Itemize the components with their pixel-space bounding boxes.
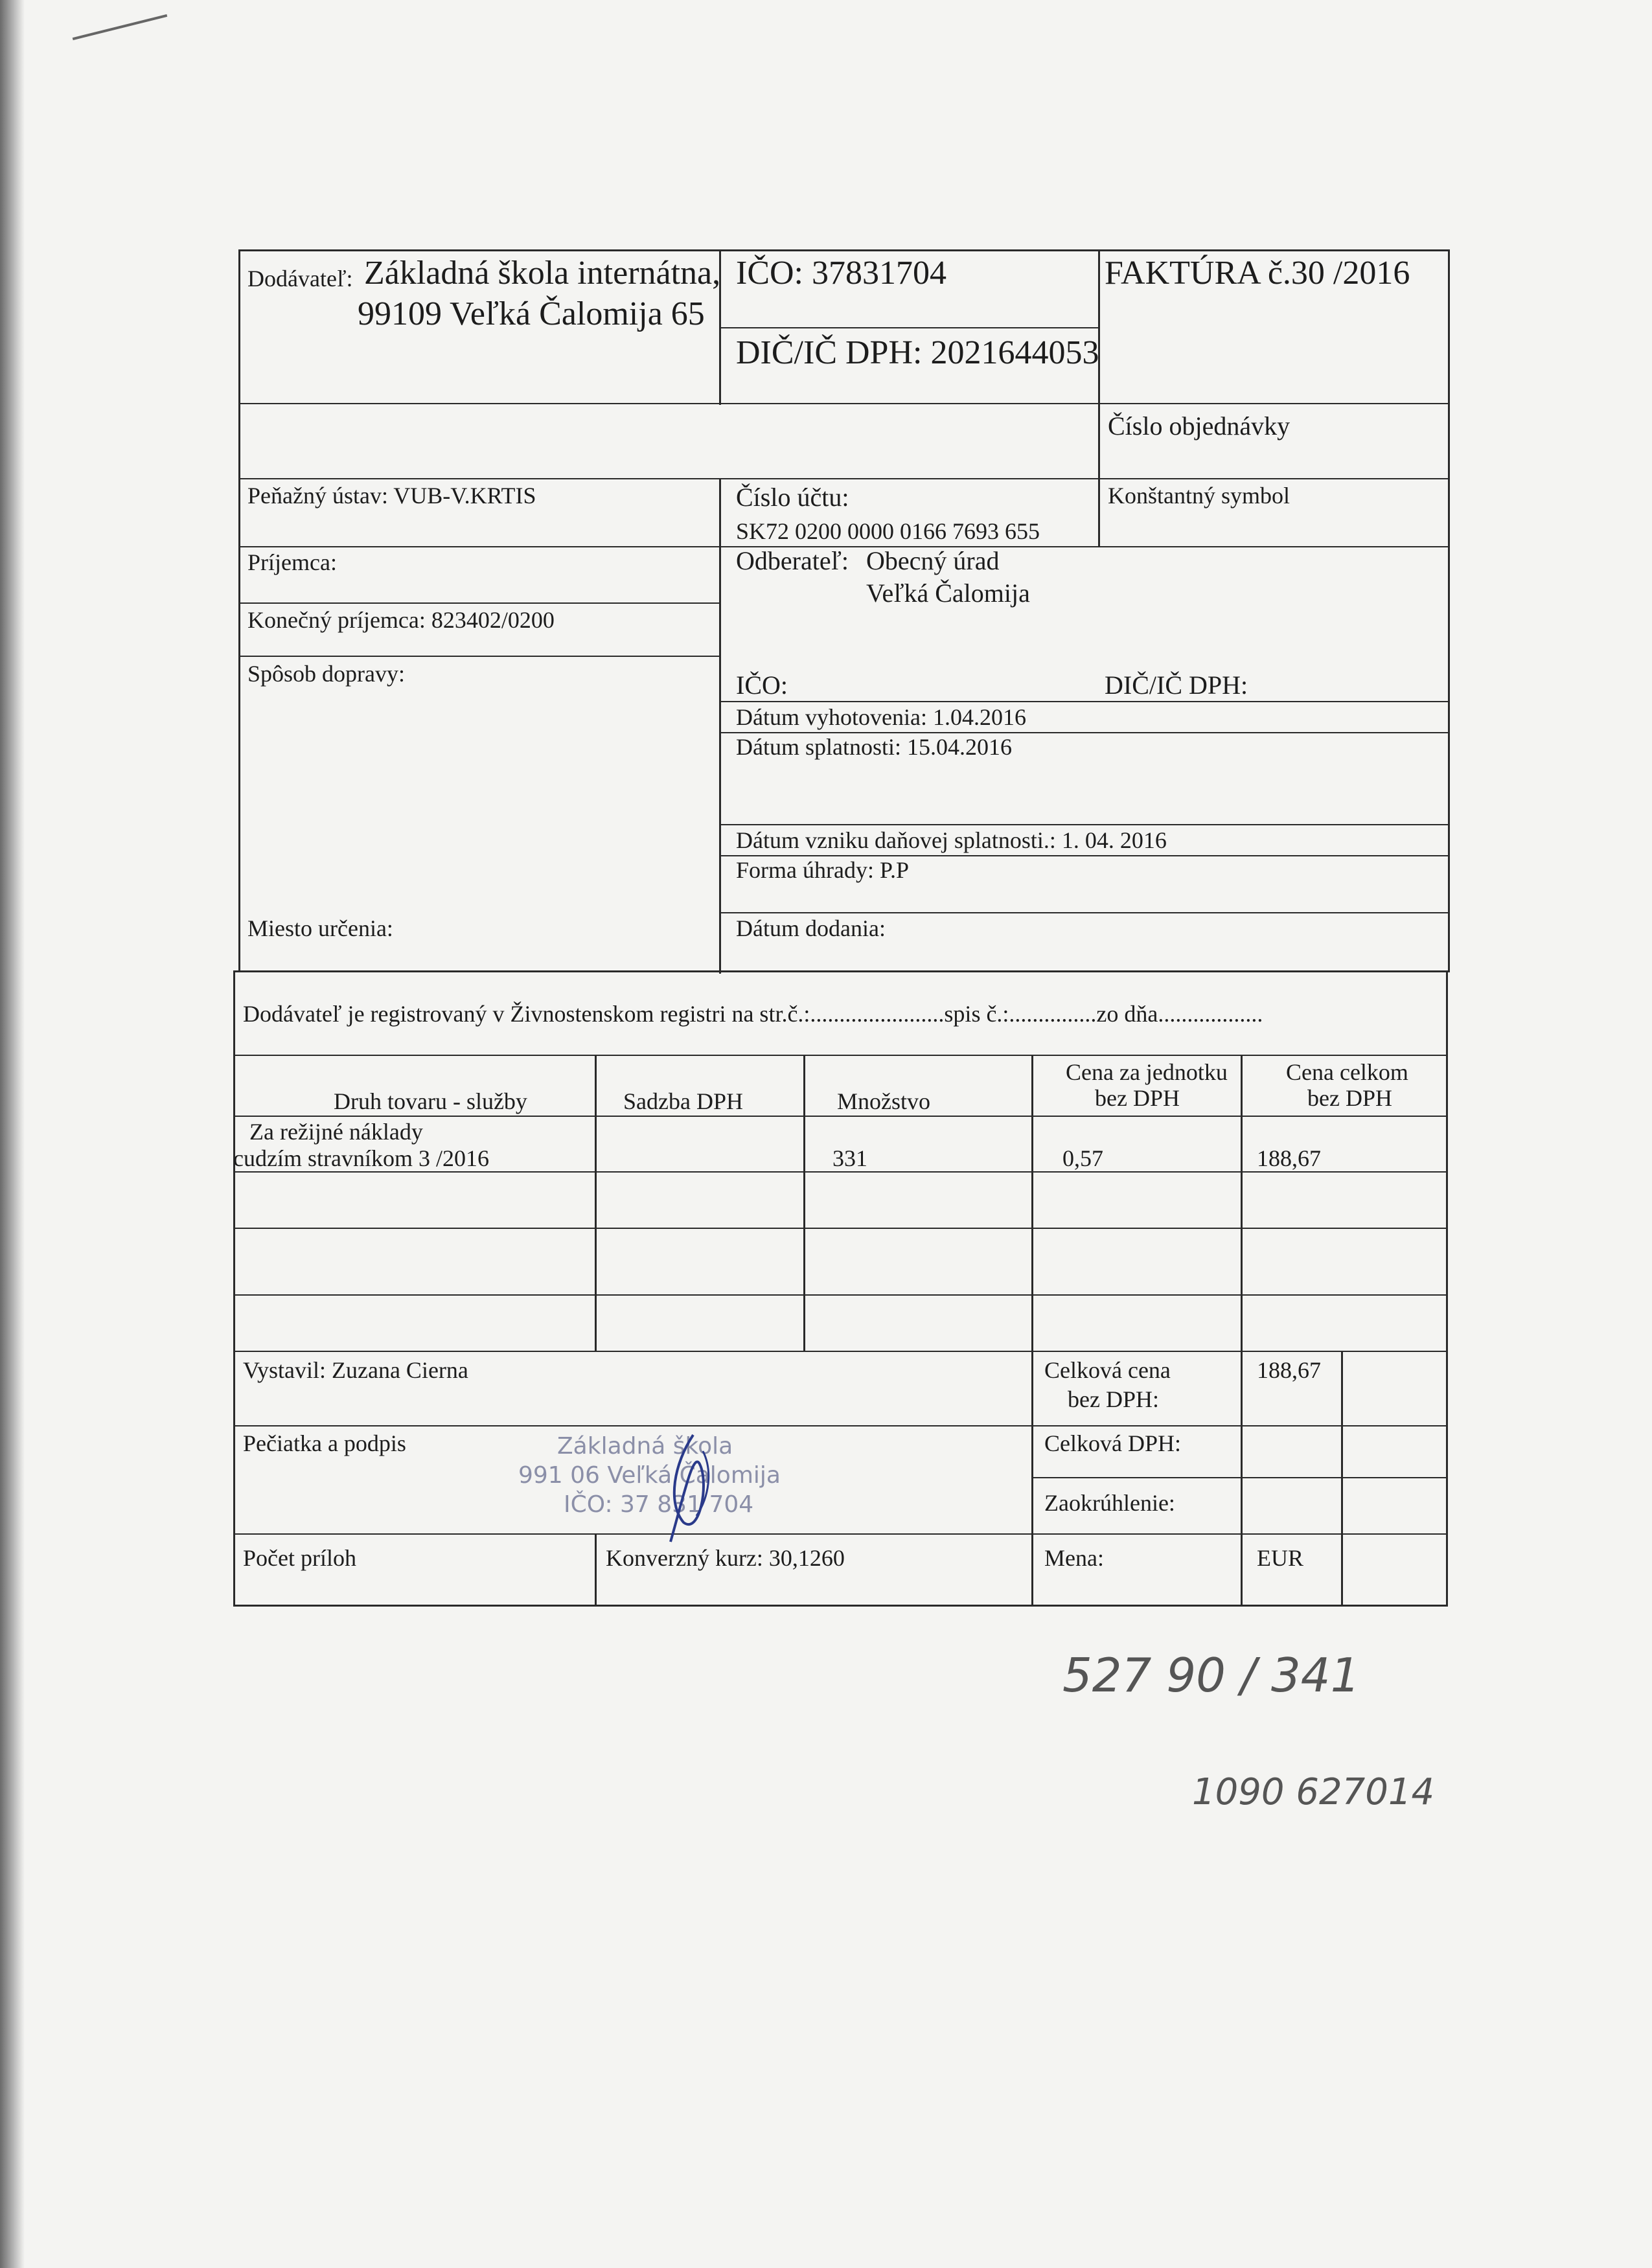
supplier-name: Základná škola internátna, <box>364 255 721 292</box>
supplier-dic: DIČ/IČ DPH: 2021644053 <box>736 334 1099 371</box>
pen-mark <box>73 14 168 40</box>
supplier-ico: IČO: 37831704 <box>736 255 946 292</box>
transport-label: Spôsob dopravy: <box>247 661 405 687</box>
stamp-line2: 991 06 Veľká Čalomija <box>518 1462 781 1489</box>
stamp-line1: Základná škola <box>557 1433 733 1460</box>
customer-town: Veľká Čalomija <box>866 578 1030 608</box>
total-vat-label: Celková DPH: <box>1044 1430 1181 1456</box>
total-value: 188,67 <box>1257 1357 1321 1383</box>
row-total: 188,67 <box>1257 1145 1321 1171</box>
customer-ico-label: IČO: <box>736 670 788 700</box>
destination-label: Miesto určenia: <box>247 915 393 941</box>
account-number: SK72 0200 0000 0166 7693 655 <box>736 518 1040 544</box>
handwritten-note-2: 1090 627014 <box>1192 1771 1435 1813</box>
stamp-signature-label: Pečiatka a podpis <box>243 1430 406 1456</box>
col-vat-header: Sadzba DPH <box>623 1088 743 1114</box>
delivery-date-label: Dátum dodania: <box>736 915 886 941</box>
stamp-line3: IČO: 37 831 704 <box>564 1491 754 1518</box>
col-goods-header: Druh tovaru - služby <box>334 1088 527 1114</box>
customer-label: Odberateľ: <box>736 546 849 575</box>
constant-symbol-label: Konštantný symbol <box>1108 483 1291 509</box>
customer-name: Obecný úrad <box>866 546 1000 575</box>
col-unit-price-header-2: bez DPH <box>1095 1085 1180 1111</box>
col-total-header-2: bez DPH <box>1307 1085 1392 1111</box>
row-quantity: 331 <box>832 1145 867 1171</box>
account-label: Číslo účtu: <box>736 483 849 512</box>
issued-by: Vystavil: Zuzana Cierna <box>243 1357 468 1383</box>
row-unit-price: 0,57 <box>1062 1145 1103 1171</box>
recipient-label: Príjemca: <box>247 549 337 575</box>
signature <box>648 1425 739 1555</box>
customer-dic-label: DIČ/IČ DPH: <box>1105 670 1248 700</box>
order-number-label: Číslo objednávky <box>1108 411 1291 441</box>
scan-edge <box>0 0 25 2268</box>
attachments-label: Počet príloh <box>243 1545 356 1571</box>
supplier-label: Dodávateľ: <box>247 266 353 292</box>
conversion-rate: Konverzný kurz: 30,1260 <box>606 1545 845 1571</box>
final-recipient: Konečný príjemca: 823402/0200 <box>247 607 555 633</box>
handwritten-note-1: 527 90 / 341 <box>1062 1648 1360 1702</box>
tax-date: Dátum vzniku daňovej splatnosti.: 1. 04. 2016 <box>736 827 1167 853</box>
col-unit-price-header: Cena za jednotku <box>1066 1059 1228 1085</box>
currency-value: EUR <box>1257 1545 1303 1571</box>
total-label-2: bez DPH: <box>1068 1386 1159 1412</box>
bank-institution: Peňažný ústav: VUB-V.KRTIS <box>247 483 536 509</box>
registration-note: Dodávateľ je registrovaný v Živnostenskom registri na str.č.:.......................spis č.:...............zo dňa.................. <box>243 1001 1263 1027</box>
rounding-label: Zaokrúhlenie: <box>1044 1490 1175 1516</box>
invoice-title: FAKTÚRA č.30 /2016 <box>1105 255 1410 292</box>
supplier-address: 99109 Veľká Čalomija 65 <box>358 295 705 332</box>
due-date: Dátum splatnosti: 15.04.2016 <box>736 734 1012 760</box>
row-goods-line2: cudzím stravníkom 3 /2016 <box>233 1145 489 1171</box>
row-goods-line1: Za režijné náklady <box>249 1119 423 1145</box>
col-quantity-header: Množstvo <box>837 1088 930 1114</box>
col-total-header: Cena celkom <box>1286 1059 1408 1085</box>
issue-date: Dátum vyhotovenia: 1.04.2016 <box>736 704 1026 730</box>
total-label: Celková cena <box>1044 1357 1171 1383</box>
currency-label: Mena: <box>1044 1545 1104 1571</box>
payment-form: Forma úhrady: P.P <box>736 857 910 883</box>
